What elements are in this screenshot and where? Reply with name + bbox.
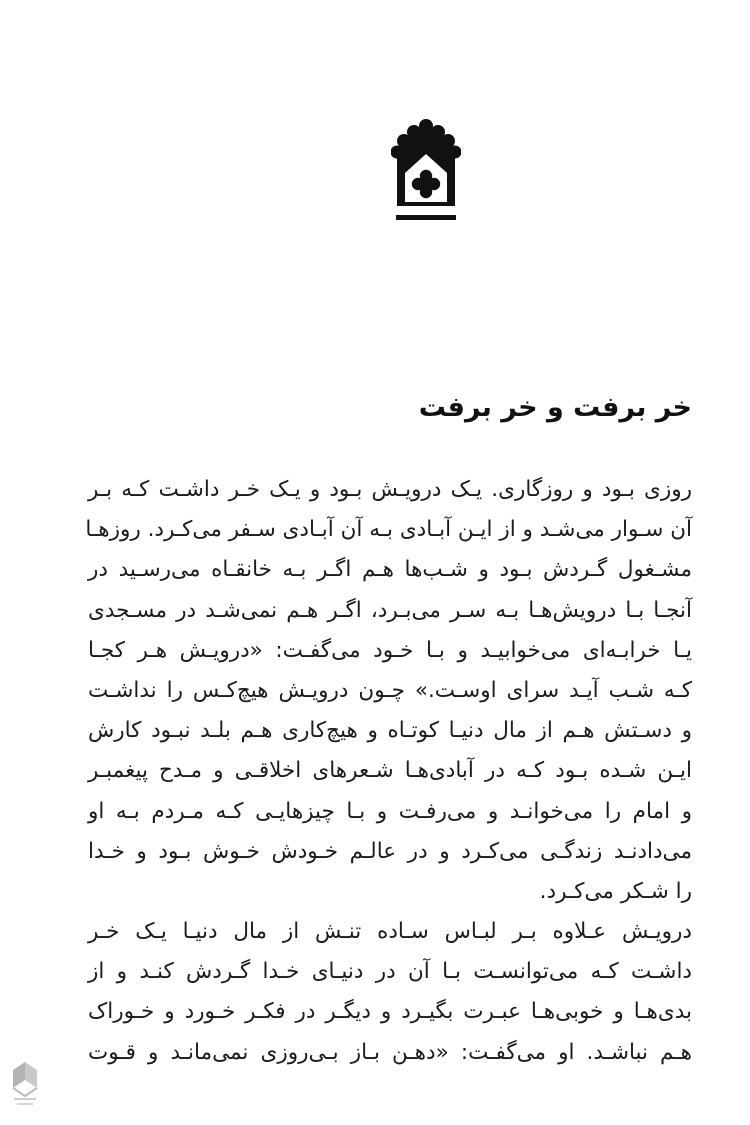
text-line: هـم نباشـد. او می‌گفـت: «دهـن بـاز بـی‌روزی نمی‌مانـد و قـوت <box>88 1039 692 1065</box>
text-line: و امام را می‌خوانـد و می‌رفـت و بـا چیزهایـی کـه مـردم بـه او <box>88 798 692 824</box>
text-line: مشـغول گـردش بـود و شـب‌ها هـم اگـر بـه خانقـاه می‌رسـید در <box>88 557 692 583</box>
text-line: روزی بـود و روزگاری. یـک درویـش بـود و یـک خـر داشـت کـه بـر <box>88 477 692 502</box>
text-line: را شـکر می‌کـرد. <box>539 878 692 904</box>
text-line: درویـش عـلاوه بـر لبـاس سـاده تنـش از مال دنیـا یـک خـر <box>88 919 692 945</box>
book-fold-logo-icon <box>8 1058 42 1108</box>
text-line: آنجـا بـا درویش‌هـا بـه سـر می‌بـرد، اگـر هـم نمی‌شـد در مسـجدی <box>88 597 692 623</box>
house-flower-icon <box>391 118 461 222</box>
text-line: می‌دادنـد زندگـی می‌کـرد و در عالـم خـودش خـوش بـود و خـدا <box>88 838 692 864</box>
body-text <box>85 470 692 1073</box>
text-line: و دسـتش هـم از مال دنیـا کوتـاه و هیچ‌کاری هـم بلـد نبـود کارش <box>88 718 692 744</box>
text-line: یـا خرابـه‌ای می‌خوابیـد و بـا خـود می‌گفـت: «درویـش هـر کجـا <box>88 637 692 663</box>
text-line: داشـت کـه می‌توانسـت بـا آن در دنیـای خـدا گـردش کنـد و از <box>88 959 692 985</box>
chapter-title: خر برفت و خر برفت <box>418 392 692 423</box>
text-line: ایـن شـده بـود کـه در آبادی‌هـا شـعرهای اخلاقـی و مـدح پیغمبـر <box>88 758 692 784</box>
text-line: آن سـوار می‌شـد و از ایـن آبـادی بـه آن آبـادی سـفر می‌کـرد. روزهـا <box>85 517 692 543</box>
text-line: بدی‌هـا و خوبی‌هـا عبـرت بگیـرد و دیگـر در فکـر خـورد و خـوراک <box>88 999 692 1025</box>
text-line: کـه شـب آیـد سرای اوسـت.» چـون درویـش هیچ‌کـس را نداشـت <box>88 677 692 703</box>
